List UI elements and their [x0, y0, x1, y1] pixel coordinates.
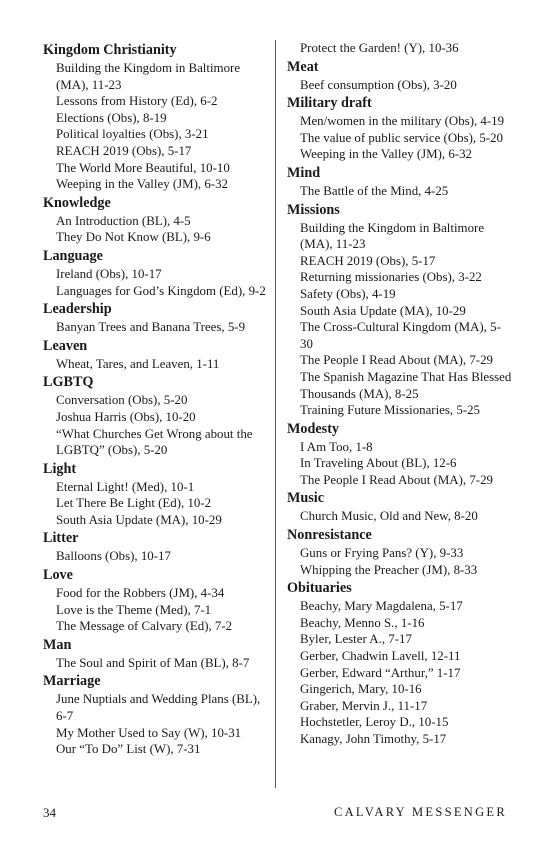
index-entry: “What Churches Get Wrong about the LGBTQ” (Obs), 5-20: [56, 426, 253, 458]
index-entry: Safety (Obs), 4-19: [300, 286, 396, 301]
index-entry: Gingerich, Mary, 10-16: [300, 682, 422, 697]
index-entry: The World More Beautiful, 10-10: [56, 160, 230, 175]
index-entry: Banyan Trees and Banana Trees, 5-9: [56, 320, 246, 335]
index-section: [43, 636, 268, 672]
index-entry: The Cross-Cultural Kingdom (MA), 5-30: [300, 320, 501, 351]
index-heading: Man: [43, 636, 72, 653]
index-entry: Elections (Obs), 8-19: [56, 110, 167, 125]
index-section: [287, 164, 512, 200]
index-entry: Church Music, Old and New, 8-20: [300, 509, 478, 524]
index-entry: Guns or Frying Pans? (Y), 9-33: [300, 546, 464, 561]
index-heading: Military draft: [287, 95, 372, 112]
index-section: [43, 247, 268, 299]
index-section: [43, 529, 268, 565]
index-heading: Mind: [287, 164, 321, 181]
index-entry: Weeping in the Valley (JM), 6-32: [56, 177, 228, 192]
index-entry: They Do Not Know (BL), 9-6: [56, 230, 211, 245]
index-entry: REACH 2019 (Obs), 5-17: [56, 143, 192, 158]
index-heading: Language: [43, 247, 103, 264]
index-entry: The value of public service (Obs), 5-20: [300, 130, 503, 145]
index-heading: Music: [287, 490, 325, 507]
index-heading: Light: [43, 460, 77, 477]
index-heading: Leaven: [43, 337, 88, 354]
index-section: [287, 94, 512, 163]
index-entry: REACH 2019 (Obs), 5-17: [300, 253, 436, 268]
index-entry: Let There Be Light (Ed), 10-2: [56, 496, 212, 511]
index-entry: The Soul and Spirit of Man (BL), 8-7: [56, 655, 250, 670]
index-heading: Missions: [287, 201, 340, 218]
left-column: [43, 40, 268, 758]
index-entry: Languages for God’s Kingdom (Ed), 9-2: [56, 283, 266, 298]
index-section: [287, 420, 512, 489]
index-heading: Kingdom Christianity: [43, 42, 177, 58]
index-entry: My Mother Used to Say (W), 10-31: [56, 725, 242, 740]
publication-name: CALVARY MESSENGER: [333, 805, 507, 819]
index-entry: Beef consumption (Obs), 3-20: [300, 77, 457, 92]
index-entry: Returning missionaries (Obs), 3-22: [300, 270, 482, 285]
index-entry: The Spanish Magazine That Has Blessed Thousands (MA), 8-25: [300, 369, 512, 401]
index-heading: Modesty: [287, 420, 340, 437]
index-entry: Food for the Robbers (JM), 4-34: [56, 586, 225, 601]
index-entry: An Introduction (BL), 4-5: [56, 213, 191, 228]
index-entry: Training Future Missionaries, 5-25: [300, 403, 480, 418]
index-section: [43, 337, 268, 373]
index-heading: Leadership: [43, 301, 112, 318]
index-entry: Gerber, Chadwin Lavell, 12-11: [300, 649, 461, 664]
index-entry: Men/women in the military (Obs), 4-19: [300, 114, 505, 129]
index-entry: Love is the Theme (Med), 7-1: [56, 602, 212, 617]
index-heading: Love: [43, 567, 73, 584]
index-entry: Eternal Light! (Med), 10-1: [56, 479, 195, 494]
index-entry: Weeping in the Valley (JM), 6-32: [300, 147, 472, 162]
index-section: [43, 672, 268, 757]
index-entry: In Traveling About (BL), 12-6: [300, 456, 457, 471]
index-entry: Hochstetler, Leroy D., 10-15: [300, 715, 449, 730]
index-entry: June Nuptials and Wedding Plans (BL), 6-7: [56, 692, 261, 724]
index-entry: Gerber, Edward “Arthur,” 1-17: [300, 665, 461, 680]
page-footer: [43, 805, 507, 825]
index-heading: Obituaries: [287, 580, 352, 597]
column-divider: [275, 40, 276, 788]
index-entry: Graber, Mervin J., 11-17: [300, 698, 428, 713]
index-heading: Knowledge: [43, 194, 111, 211]
page-number: 34: [43, 805, 56, 820]
index-entry: The People I Read About (MA), 7-29: [300, 472, 493, 487]
index-section: [287, 58, 512, 94]
index-entry: Lessons from History (Ed), 6-2: [56, 94, 218, 109]
index-section: [43, 566, 268, 635]
index-entry: Building the Kingdom in Baltimore (MA), 11-23: [56, 61, 241, 92]
index-entry: Our “To Do” List (W), 7-31: [56, 742, 201, 757]
index-heading: LGBTQ: [43, 374, 94, 391]
index-section: [43, 194, 268, 246]
index-section: [287, 579, 512, 747]
index-entry: The Battle of the Mind, 4-25: [300, 183, 449, 198]
index-heading: Marriage: [43, 673, 101, 690]
index-section: [43, 460, 268, 529]
index-section: [43, 41, 268, 193]
index-entry: Byler, Lester A., 7-17: [300, 632, 412, 647]
index-entry: Joshua Harris (Obs), 10-20: [56, 409, 196, 424]
index-entry: Whipping the Preacher (JM), 8-33: [300, 562, 478, 577]
index-section: [43, 300, 268, 336]
index-entry: Building the Kingdom in Baltimore (MA), 11-23: [300, 220, 485, 252]
index-section: [287, 489, 512, 525]
index-entry: South Asia Update (MA), 10-29: [300, 303, 466, 318]
index-entry: Balloons (Obs), 10-17: [56, 549, 171, 564]
index-entry: Ireland (Obs), 10-17: [56, 266, 162, 281]
index-section: [287, 201, 512, 419]
index-entry: Kanagy, John Timothy, 5-17: [300, 732, 447, 746]
index-entry: South Asia Update (MA), 10-29: [56, 512, 222, 527]
index-entry: Political loyalties (Obs), 3-21: [56, 127, 209, 142]
index-section: [287, 526, 512, 578]
index-entry: Beachy, Mary Magdalena, 5-17: [300, 599, 463, 614]
index-entry: Wheat, Tares, and Leaven, 1-11: [56, 356, 220, 371]
right-column: [287, 40, 512, 748]
index-entry: The People I Read About (MA), 7-29: [300, 353, 493, 368]
continued-entry: Protect the Garden! (Y), 10-36: [300, 41, 459, 55]
index-heading: Meat: [287, 58, 319, 75]
index-entry: Conversation (Obs), 5-20: [56, 393, 188, 408]
index-heading: Nonresistance: [287, 527, 372, 544]
index-entry: I Am Too, 1-8: [300, 439, 373, 454]
index-entry: Beachy, Menno S., 1-16: [300, 615, 425, 630]
index-heading: Litter: [43, 530, 79, 547]
index-section: [43, 373, 268, 458]
index-entry: The Message of Calvary (Ed), 7-2: [56, 619, 233, 634]
